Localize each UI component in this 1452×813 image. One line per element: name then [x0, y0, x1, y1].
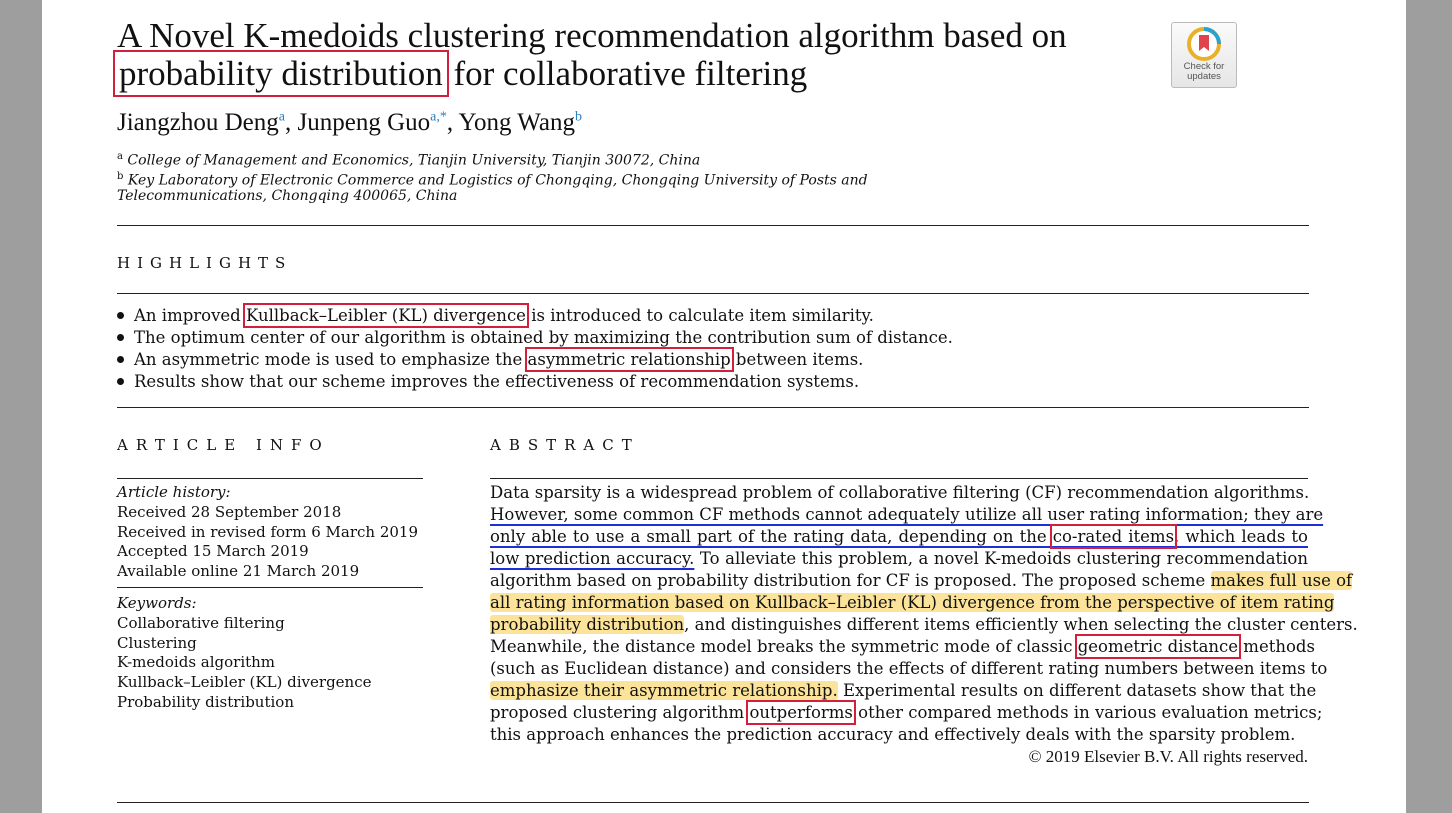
abstract-text: To alleviate this problem, a novel K-medoids clustering recommendation	[694, 549, 1308, 568]
history-label: Article history:	[117, 483, 231, 501]
crossmark-label-1: Check for	[1183, 61, 1225, 72]
highlight-item	[117, 349, 953, 371]
affiliation-mark: b	[117, 171, 124, 182]
copyright-notice: © 2019 Elsevier B.V. All rights reserved.	[1028, 747, 1308, 766]
highlighted-text: emphasize their asymmetric relationship.	[490, 681, 838, 700]
divider	[490, 478, 1308, 479]
abstract-line	[490, 570, 1353, 592]
highlights-list	[117, 305, 953, 393]
abstract-line: (such as Euclidean distance) and considers the effects of different rating numbers between items to	[490, 659, 1328, 678]
highlight-text: An improved	[134, 306, 246, 325]
affiliation-mark: a	[117, 151, 123, 162]
highlight-boxed-term: asymmetric relationship	[527, 350, 731, 369]
highlight-text: between items.	[730, 350, 864, 369]
bullet-icon	[117, 312, 124, 319]
highlight-boxed-term: Kullback–Leibler (KL) divergence	[246, 306, 526, 325]
abstract-line	[490, 680, 1317, 702]
bullet-icon	[117, 356, 124, 363]
affiliation-b-cont: Telecommunications, Chongqing 400065, China	[117, 188, 458, 204]
abstract-text: proposed clustering algorithm	[490, 703, 750, 722]
abstract-text: algorithm based on probability distribution for CF is proposed. The proposed scheme	[490, 571, 1211, 590]
abstract-line	[490, 504, 1324, 526]
author-name: Jiangzhou Deng	[117, 109, 279, 136]
underlined-text: , which leads to	[1174, 527, 1308, 546]
abstract-body	[490, 482, 1358, 768]
abstract-text: other compared methods in various evaluation metrics;	[852, 703, 1323, 722]
abstract-text: methods	[1238, 637, 1315, 656]
keyword: Kullback–Leibler (KL) divergence	[117, 673, 372, 692]
author-list: Jiangzhou Deng$^a$, Junpeng Guo$^{a,*}$, Yong Wang$^b$	[117, 109, 582, 136]
title-rest: for collaborative filtering	[444, 54, 808, 93]
highlights-heading: HIGHLIGHTS	[117, 254, 293, 272]
abstract-line	[490, 592, 1335, 614]
abstract-line: this approach enhances the prediction accuracy and effectively deals with the sparsity problem.	[490, 725, 1296, 744]
abstract-line	[490, 614, 1358, 636]
divider	[117, 293, 1309, 294]
paper-title-line-1: A Novel K-medoids clustering recommendation algorithm based on	[117, 16, 1067, 55]
paper-title-line-2	[117, 55, 807, 93]
highlight-text: Results show that our scheme improves the effectiveness of recommendation systems.	[134, 372, 860, 391]
keywords-label: Keywords:	[117, 594, 197, 612]
keyword: K-medoids algorithm	[117, 653, 276, 672]
keyword: Collaborative filtering	[117, 613, 285, 632]
highlighted-text: all rating information based on Kullback–Leibler (KL) divergence from the perspective of item rating	[490, 593, 1335, 612]
underlined-text: However, some common CF methods cannot adequately utilize all user rating information; they are	[490, 505, 1324, 524]
affiliation-text: Key Laboratory of Electronic Commerce and Logistics of Chongqing, Chongqing University of Posts and	[127, 172, 868, 189]
abstract-text: Experimental results on different datasets show that the	[837, 681, 1317, 700]
highlight-item	[117, 305, 953, 327]
boxed-term: geometric distance	[1077, 637, 1239, 656]
author-affil-link[interactable]: b	[574, 109, 582, 125]
author-name: Yong Wang	[458, 109, 575, 136]
underlined-text: only able to use a small part of the rating data, depending on the	[490, 527, 1053, 546]
highlight-item	[117, 327, 953, 349]
title-boxed-term: probability distribution	[119, 54, 443, 93]
boxed-term: outperforms	[749, 703, 853, 722]
divider	[117, 802, 1309, 803]
highlighted-text: makes full use of	[1210, 571, 1353, 590]
history-entry: Received in revised form 6 March 2019	[117, 522, 418, 541]
keywords	[117, 594, 372, 713]
paper-page	[42, 0, 1406, 813]
abstract-text: Meanwhile, the distance model breaks the symmetric mode of classic	[490, 637, 1078, 656]
article-info-heading: ARTICLE INFO	[117, 436, 330, 454]
divider	[117, 478, 423, 479]
abstract-text: , and distinguishes different items efficiently when selecting the cluster centers.	[684, 615, 1358, 634]
abstract-line	[490, 526, 1308, 548]
divider	[117, 407, 1309, 408]
crossmark-label-2: updates	[1187, 71, 1221, 82]
history-entry: Available online 21 March 2019	[117, 562, 360, 581]
author-name: Junpeng Guo	[297, 109, 431, 136]
highlight-text: An asymmetric mode is used to emphasize the	[134, 350, 528, 369]
abstract-line: Data sparsity is a widespread problem of collaborative filtering (CF) recommendation algorithms.	[490, 483, 1310, 502]
keyword: Clustering	[117, 633, 197, 652]
crossmark-icon	[1187, 27, 1221, 61]
bullet-icon	[117, 334, 124, 341]
abstract-line	[490, 636, 1315, 658]
affiliation-text: College of Management and Economics, Tianjin University, Tianjin 30072, China	[127, 152, 701, 169]
bullet-icon	[117, 378, 124, 385]
abstract-line	[490, 548, 1308, 570]
boxed-term: co-rated items	[1052, 527, 1175, 546]
article-history	[117, 483, 418, 582]
abstract-line	[490, 702, 1323, 724]
divider	[117, 587, 423, 588]
check-for-updates-badge[interactable]	[1171, 22, 1237, 88]
highlight-text: is introduced to calculate item similarity.	[525, 306, 874, 325]
author-affil-link[interactable]: a	[278, 109, 285, 125]
keyword: Probability distribution	[117, 692, 294, 711]
highlight-item	[117, 371, 953, 393]
author-affil-link[interactable]: a,*	[430, 109, 447, 125]
divider	[117, 225, 1309, 226]
highlighted-text: probability distribution	[490, 615, 685, 634]
abstract-heading: ABSTRACT	[490, 436, 640, 454]
history-entry: Accepted 15 March 2019	[117, 542, 309, 561]
history-entry: Received 28 September 2018	[117, 502, 342, 521]
highlight-text: The optimum center of our algorithm is obtained by maximizing the contribution sum of distance.	[134, 328, 953, 347]
underlined-text: low prediction accuracy.	[490, 549, 695, 568]
